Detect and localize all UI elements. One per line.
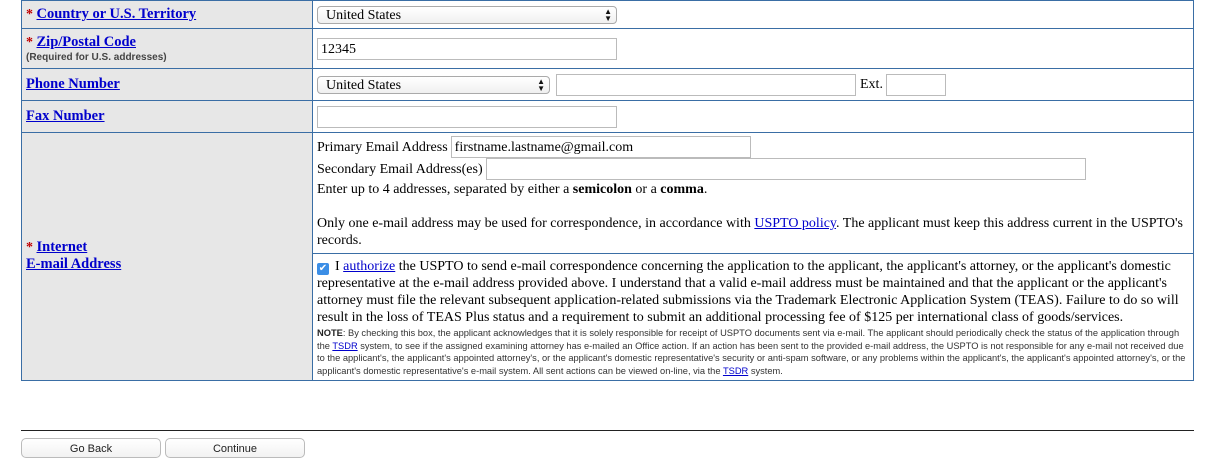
zip-label-link[interactable]: Zip/Postal Code (36, 34, 136, 50)
continue-button[interactable]: Continue (165, 438, 305, 458)
country-row (22, 1, 1194, 29)
country-select-value: United States (326, 7, 402, 23)
select-arrows-icon: ▲ ▼ (604, 6, 612, 23)
country-select[interactable] (317, 6, 617, 24)
email-hint-end: . (703, 182, 708, 197)
applicant-address-form (21, 0, 1194, 381)
country-label-link[interactable]: Country or U.S. Territory (36, 6, 197, 22)
phone-number-input[interactable] (556, 74, 856, 96)
email-hint (317, 181, 1193, 198)
go-back-button[interactable]: Go Back (21, 438, 161, 458)
authorize-checkbox[interactable]: ✔ (318, 263, 328, 274)
phone-row (22, 69, 1194, 101)
zip-input[interactable]: 12345 (317, 38, 617, 60)
email-row (22, 133, 1194, 381)
email-label-cell (22, 133, 313, 381)
email-hint-semicolon: semicolon (572, 182, 632, 197)
note-text-2: system, to see if the assigned examining attorney has e-mailed an Office action. If an action has been sent to the provided e-mail address, the USPTO is not responsible for any e-mail not received due to the applicant's, the applicant's appointed attorney's, or the applicant's domestic representative's security or anti-spam software, or any problems within the applicant's, the applicant's appointed attorney's, or the applicant's domestic representative's e-mail system. All sent actions can be viewed on-line, via the (317, 340, 1186, 377)
primary-email-input[interactable]: firstname.lastname@gmail.com (451, 136, 751, 158)
phone-field-cell (313, 69, 1194, 101)
policy-text-pre: Only one e-mail address may be used for correspondence, in accordance with (317, 216, 755, 231)
zip-label-cell (22, 29, 313, 69)
required-marker: * (26, 7, 33, 22)
required-marker: * (26, 240, 33, 256)
email-label-link-line2[interactable]: E-mail Address (26, 256, 122, 273)
authorization-statement (317, 258, 1187, 326)
email-hint-text-mid: or a (631, 182, 661, 197)
note-text-3: system. (748, 366, 783, 377)
email-inputs-section (313, 133, 1193, 253)
phone-label-link[interactable]: Phone Number (26, 76, 120, 92)
email-authorization-section (313, 253, 1193, 380)
tsdr-link[interactable]: TSDR (332, 340, 358, 351)
zip-field-cell (313, 29, 1194, 69)
zip-row (22, 29, 1194, 69)
zip-required-note: (Required for U.S. addresses) (26, 52, 167, 63)
authorize-link[interactable]: authorize (343, 259, 396, 274)
select-arrows-icon: ▲ ▼ (537, 76, 545, 93)
email-policy-text (317, 215, 1193, 249)
uspto-policy-link[interactable]: USPTO policy (754, 216, 837, 231)
phone-ext-input[interactable] (886, 74, 946, 96)
authorization-text: the USPTO to send e-mail correspondence concerning the application to the applicant, the applicant's attorney, or the applicant's domestic representative at the e-mail address provided above. I understand that a valid e-mail address must be maintained and that the applicant or the applicant's attorney must file the relevant subsequent application-related submissions via the Trademark Electronic Application System (TEAS). Failure to do so will result in the loss of TEAS Plus status and a requirement to submit an additional processing fee of $125 per international class of goods/services. (317, 259, 1179, 325)
secondary-email-row (317, 158, 1193, 180)
policy-text-post: . The applicant must keep this address current in the USPTO's records. (317, 216, 1183, 248)
primary-email-label: Primary Email Address (317, 139, 448, 155)
phone-ext-label: Ext. (860, 76, 883, 92)
email-hint-text: Enter up to 4 addresses, separated by either a (317, 182, 573, 197)
fax-field-cell (313, 101, 1194, 133)
primary-email-row (317, 136, 1193, 158)
fax-label-cell (22, 101, 313, 133)
footer-divider (21, 430, 1194, 431)
required-marker: * (26, 35, 33, 50)
email-hint-comma: comma (660, 182, 704, 197)
note-label: NOTE (317, 328, 343, 338)
fax-label-link[interactable]: Fax Number (26, 108, 105, 124)
secondary-email-input[interactable] (486, 158, 1086, 180)
phone-country-select[interactable] (317, 76, 550, 94)
phone-label-cell (22, 69, 313, 101)
fax-row (22, 101, 1194, 133)
email-label-link-line1[interactable]: Internet (36, 239, 88, 256)
country-field-cell (313, 1, 1194, 29)
note-text-1: : By checking this box, the applicant acknowledges that it is solely responsible for receipt of USPTO documents sent via e-mail. The applicant should periodically check the status of the application through the (317, 328, 1180, 351)
country-label-cell (22, 1, 313, 29)
secondary-email-label: Secondary Email Address(es) (317, 161, 483, 177)
fax-input[interactable] (317, 106, 617, 128)
auth-text-i: I (335, 259, 344, 274)
email-field-cell (313, 133, 1194, 381)
email-note (317, 327, 1187, 378)
phone-country-value: United States (326, 77, 402, 93)
tsdr-link[interactable]: TSDR (722, 366, 749, 377)
